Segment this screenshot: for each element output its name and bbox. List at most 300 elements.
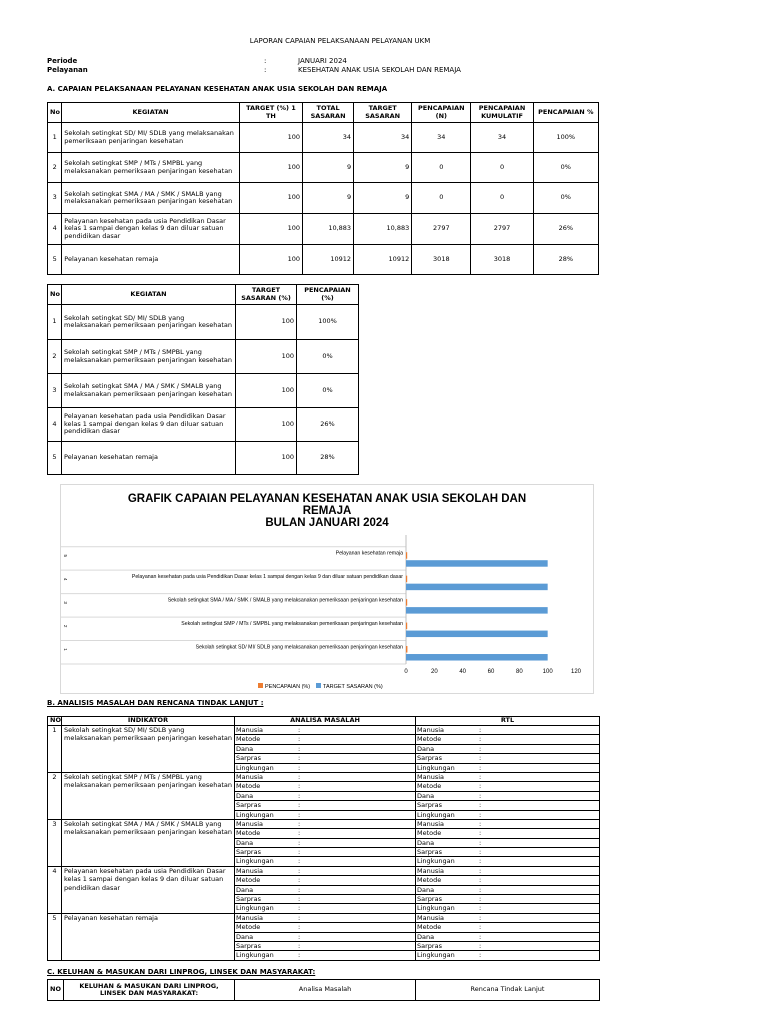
rtl-item	[416, 754, 599, 763]
rtl-item	[416, 895, 599, 904]
item-separator: :	[479, 735, 482, 744]
item-separator: :	[298, 951, 301, 960]
item-label: Metode	[417, 923, 442, 932]
table-row	[48, 183, 599, 214]
row-target-sasaran: 9	[354, 153, 412, 183]
item-label: Manusia	[236, 772, 264, 781]
item-label: Sarpras	[417, 754, 442, 763]
item-separator: :	[298, 941, 301, 950]
item-separator: :	[479, 754, 482, 763]
bar-target-sasaran	[406, 607, 548, 614]
row-target: 100	[239, 214, 302, 245]
row-kegiatan: Pelayanan kesehatan pada usia Pendidikan Dasar kelas 1 sampai dengan kelas 9 dan diluar satuan pendidikan dasar	[62, 214, 240, 245]
section-b-heading: B. ANALISIS MASALAH DAN RENCANA TINDAK LANJUT :	[47, 699, 264, 707]
analisa-cell	[235, 726, 416, 773]
item-separator: :	[298, 726, 301, 734]
item-label: Lingkungan	[417, 810, 455, 819]
row-target-sasaran: 34	[354, 123, 412, 153]
pelayanan-label: Pelayanan	[47, 66, 88, 74]
analisa-item	[235, 811, 415, 819]
item-separator: :	[298, 829, 301, 838]
row-pencapaian: 100%	[297, 305, 359, 340]
item-label: Metode	[236, 735, 261, 744]
rtl-item	[416, 848, 599, 857]
analisa-item	[235, 782, 415, 791]
item-separator: :	[298, 791, 301, 800]
item-label: Manusia	[417, 819, 445, 828]
analisa-item	[235, 773, 415, 782]
category-number: 2	[63, 624, 68, 628]
item-separator: :	[298, 772, 301, 781]
item-separator: :	[479, 923, 482, 932]
bar-pencapaian	[406, 646, 407, 653]
row-target: 100	[236, 305, 297, 340]
col-pencapaian: PENCAPAIAN (%)	[297, 285, 359, 305]
item-separator: :	[479, 763, 482, 772]
rtl-item	[416, 773, 599, 782]
row-kumulatif: 34	[471, 123, 533, 153]
analisa-item	[235, 754, 415, 763]
table-row	[48, 442, 359, 475]
row-kegiatan: Sekolah setingkat SMP / MTs / SMPBL yang melaksanakan pemeriksaan penjaringan kesehatan	[62, 340, 236, 374]
analisa-item	[235, 820, 415, 829]
analisa-item	[235, 792, 415, 801]
table-row	[48, 726, 600, 773]
rtl-item	[416, 923, 599, 932]
item-label: Dana	[417, 791, 435, 800]
item-label: Lingkungan	[417, 763, 455, 772]
bar-target-sasaran	[406, 654, 548, 661]
analisa-item	[235, 839, 415, 848]
item-separator: :	[298, 866, 301, 875]
row-kegiatan: Sekolah setingkat SMA / MA / SMK / SMALB yang melaksanakan pemeriksaan penjaringan kesehatan	[62, 374, 236, 408]
col-pencapaian-persen: PENCAPAIAN %	[533, 103, 598, 123]
row-no: 4	[48, 408, 62, 442]
table-row	[48, 866, 600, 913]
rtl-item	[416, 820, 599, 829]
category-number: 1	[63, 648, 68, 651]
item-label: Lingkungan	[417, 904, 455, 913]
target-pencapaian-table	[47, 284, 359, 475]
analisa-item	[235, 848, 415, 857]
item-label: Sarpras	[417, 895, 442, 904]
item-label: Metode	[417, 876, 442, 885]
item-label: Manusia	[417, 726, 445, 734]
analisa-item	[235, 735, 415, 744]
rtl-cell	[416, 866, 600, 913]
item-label: Sarpras	[236, 754, 261, 763]
item-label: Metode	[417, 735, 442, 744]
rtl-item	[416, 933, 599, 942]
rtl-item	[416, 811, 599, 819]
analisa-item	[235, 942, 415, 951]
item-separator: :	[479, 829, 482, 838]
item-separator: :	[298, 932, 301, 941]
table-row	[48, 374, 359, 408]
bar-pencapaian	[406, 623, 407, 630]
analisa-item	[235, 745, 415, 754]
item-separator: :	[298, 763, 301, 772]
item-separator: :	[479, 726, 482, 734]
analisa-item	[235, 764, 415, 772]
item-separator: :	[298, 913, 301, 922]
bar-target-sasaran	[406, 584, 548, 591]
x-tick-label: 80	[515, 669, 523, 675]
item-separator: :	[298, 895, 301, 904]
rtl-item	[416, 951, 599, 959]
x-tick-label: 100	[542, 669, 553, 675]
row-target: 100	[239, 153, 302, 183]
item-label: Lingkungan	[236, 857, 274, 866]
rtl-item	[416, 886, 599, 895]
item-label: Metode	[236, 782, 261, 791]
bar-pencapaian	[406, 552, 407, 559]
item-separator: :	[298, 810, 301, 819]
periode-separator: :	[264, 57, 267, 65]
row-indikator: Sekolah setingkat SMA / MA / SMK / SMALB yang melaksanakan pemeriksaan penjaringan kesehatan	[62, 819, 235, 866]
item-separator: :	[298, 848, 301, 857]
item-separator: :	[479, 904, 482, 913]
row-kumulatif: 0	[471, 183, 533, 214]
rtl-item	[416, 735, 599, 744]
item-label: Sarpras	[236, 801, 261, 810]
analisa-item	[235, 829, 415, 838]
category-number: 4	[63, 577, 68, 581]
row-target-sasaran: 9	[354, 183, 412, 214]
item-label: Sarpras	[417, 801, 442, 810]
keluhan-table	[47, 979, 600, 1001]
table-row	[48, 153, 599, 183]
row-pencapaian: 34	[412, 123, 471, 153]
x-tick-label: 60	[487, 669, 495, 675]
item-separator: :	[479, 866, 482, 875]
item-separator: :	[479, 848, 482, 857]
col-pencapaian-n: PENCAPAIAN (N)	[412, 103, 471, 123]
row-pencapaian: 0%	[297, 340, 359, 374]
row-target: 100	[239, 245, 302, 275]
item-separator: :	[479, 951, 482, 960]
rtl-cell	[416, 726, 600, 773]
capaian-chart	[60, 484, 594, 694]
row-target: 100	[239, 183, 302, 214]
item-label: Manusia	[236, 913, 264, 922]
rtl-item	[416, 829, 599, 838]
col-keluhan: KELUHAN & MASUKAN DARI LINPROG, LINSEK DAN MASYARAKAT:	[64, 980, 235, 1001]
row-indikator: Sekolah setingkat SMP / MTs / SMPBL yang melaksanakan pemeriksaan penjaringan kesehatan	[62, 772, 235, 819]
item-separator: :	[298, 838, 301, 847]
x-tick-label: 120	[570, 669, 582, 675]
row-no: 5	[48, 245, 62, 275]
item-label: Manusia	[417, 913, 445, 922]
row-pencapaian: 28%	[297, 442, 359, 475]
item-separator: :	[479, 857, 482, 866]
row-target: 100	[236, 442, 297, 475]
capaian-table	[47, 102, 599, 275]
row-target: 100	[236, 340, 297, 374]
col-no: No	[48, 103, 62, 123]
item-separator: :	[479, 744, 482, 753]
row-kegiatan: Pelayanan kesehatan remaja	[62, 442, 236, 475]
rtl-item	[416, 801, 599, 810]
analisa-cell	[235, 772, 416, 819]
analisis-table	[47, 716, 600, 961]
col-rencana-tindak-lanjut: Rencana Tindak Lanjut	[416, 980, 600, 1001]
chart-title-line-3: BULAN JANUARI 2024	[265, 517, 389, 529]
item-separator: :	[479, 876, 482, 885]
periode-value: JANUARI 2024	[298, 57, 347, 65]
item-separator: :	[298, 735, 301, 744]
item-label: Lingkungan	[236, 763, 274, 772]
row-total: 34	[303, 123, 354, 153]
rtl-item	[416, 914, 599, 923]
chart-title-line-2: REMAJA	[302, 505, 352, 517]
analisa-cell	[235, 913, 416, 960]
table-row	[48, 819, 600, 866]
legend-label: PENCAPAIAN (%)	[265, 684, 311, 690]
row-total: 10,883	[303, 214, 354, 245]
item-label: Lingkungan	[417, 857, 455, 866]
x-tick-label: 40	[459, 669, 467, 675]
row-indikator: Sekolah setingkat SD/ MI/ SDLB yang melaksanakan pemeriksaan penjaringan kesehatan	[62, 726, 235, 773]
item-label: Manusia	[417, 772, 445, 781]
item-separator: :	[298, 904, 301, 913]
row-no: 5	[48, 442, 62, 475]
col-analisa-masalah: ANALISA MASALAH	[235, 717, 416, 726]
row-target-sasaran: 10912	[354, 245, 412, 275]
col-no: No	[48, 285, 62, 305]
item-label: Lingkungan	[236, 951, 274, 960]
rtl-item	[416, 857, 599, 865]
analisa-item	[235, 801, 415, 810]
row-no: 2	[48, 340, 62, 374]
rtl-cell	[416, 772, 600, 819]
analisa-item	[235, 726, 415, 735]
category-label: Pelayanan kesehatan remaja	[335, 550, 403, 557]
legend-swatch	[316, 683, 321, 688]
col-no: NO	[48, 717, 62, 726]
item-label: Sarpras	[417, 941, 442, 950]
row-no: 3	[48, 374, 62, 408]
bar-pencapaian	[406, 576, 407, 583]
col-kegiatan: KEGIATAN	[62, 285, 236, 305]
row-kegiatan: Sekolah setingkat SMP / MTs / SMPBL yang melaksanakan pemeriksaan penjaringan kesehatan	[62, 153, 240, 183]
item-separator: :	[298, 754, 301, 763]
rtl-item	[416, 876, 599, 885]
col-target-sasaran: TARGET SASARAN	[354, 103, 412, 123]
item-separator: :	[479, 801, 482, 810]
row-no: 3	[48, 183, 62, 214]
item-label: Sarpras	[236, 848, 261, 857]
analisa-item	[235, 904, 415, 912]
item-separator: :	[298, 923, 301, 932]
row-no: 1	[48, 726, 62, 773]
item-label: Metode	[417, 829, 442, 838]
table-row	[48, 340, 359, 374]
row-target-sasaran: 10,883	[354, 214, 412, 245]
row-persen: 0%	[533, 183, 598, 214]
row-persen: 26%	[533, 214, 598, 245]
item-separator: :	[298, 801, 301, 810]
row-target: 100	[239, 123, 302, 153]
item-label: Dana	[236, 885, 254, 894]
report-title: LAPORAN CAPAIAN PELAKSANAAN PELAYANAN UKM	[249, 37, 431, 45]
item-separator: :	[479, 819, 482, 828]
col-no: NO	[48, 980, 64, 1001]
section-c-heading: C. KELUHAN & MASUKAN DARI LINPROG, LINSEK DAN MASYARAKAT:	[47, 968, 316, 976]
item-separator: :	[479, 791, 482, 800]
item-separator: :	[479, 810, 482, 819]
rtl-item	[416, 764, 599, 772]
col-rtl: RTL	[416, 717, 600, 726]
item-separator: :	[479, 895, 482, 904]
row-no: 3	[48, 819, 62, 866]
row-total: 10912	[303, 245, 354, 275]
category-label: Pelayanan kesehatan pada usia Pendidikan Dasar kelas 1 sampai dengan kelas 9 dan diluar satuan pendidikan dasar	[131, 573, 403, 580]
item-label: Dana	[417, 744, 435, 753]
item-separator: :	[479, 772, 482, 781]
col-total-sasaran: TOTAL SASARAN	[303, 103, 354, 123]
pelayanan-value: KESEHATAN ANAK USIA SEKOLAH DAN REMAJA	[298, 66, 461, 74]
analisa-item	[235, 933, 415, 942]
item-label: Manusia	[236, 866, 264, 875]
item-label: Lingkungan	[236, 810, 274, 819]
analisa-item	[235, 951, 415, 959]
row-kegiatan: Pelayanan kesehatan remaja	[62, 245, 240, 275]
periode-label: Periode	[47, 57, 78, 65]
row-persen: 28%	[533, 245, 598, 275]
row-no: 5	[48, 913, 62, 960]
category-label: Sekolah setingkat SMP / MTs / SMPBL yang melaksanakan pemeriksaan penjaringan kesehatan	[181, 620, 403, 627]
col-kegiatan: KEGIATAN	[62, 103, 240, 123]
analisa-cell	[235, 866, 416, 913]
row-target: 100	[236, 374, 297, 408]
rtl-item	[416, 942, 599, 951]
section-a-heading: A. CAPAIAN PELAKSANAAN PELAYANAN KESEHATAN ANAK USIA SEKOLAH DAN REMAJA	[47, 85, 388, 93]
item-label: Metode	[236, 876, 261, 885]
row-indikator: Pelayanan kesehatan pada usia Pendidikan Dasar kelas 1 sampai dengan kelas 9 dan diluar satuan pendidikan dasar	[62, 866, 235, 913]
pelayanan-separator: :	[264, 66, 267, 74]
row-total: 9	[303, 183, 354, 214]
item-separator: :	[479, 782, 482, 791]
item-label: Sarpras	[417, 848, 442, 857]
table-row	[48, 245, 599, 275]
rtl-item	[416, 904, 599, 912]
bar-target-sasaran	[406, 560, 548, 567]
row-pencapaian: 3018	[412, 245, 471, 275]
rtl-item	[416, 867, 599, 876]
item-separator: :	[479, 885, 482, 894]
table-row	[48, 123, 599, 153]
category-label: Sekolah setingkat SD/ MI/ SDLB yang melaksanakan pemeriksaan penjaringan kesehatan	[195, 644, 403, 651]
row-pencapaian: 0	[412, 153, 471, 183]
row-kumulatif: 2797	[471, 214, 533, 245]
row-no: 2	[48, 153, 62, 183]
row-persen: 100%	[533, 123, 598, 153]
row-kegiatan: Sekolah setingkat SMA / MA / SMK / SMALB yang melaksanakan pemeriksaan penjaringan kesehatan	[62, 183, 240, 214]
legend-label: TARGET SASARAN (%)	[323, 684, 383, 690]
item-label: Lingkungan	[417, 951, 455, 960]
rtl-item	[416, 745, 599, 754]
item-separator: :	[298, 885, 301, 894]
category-number: 5	[63, 554, 68, 557]
item-label: Metode	[236, 829, 261, 838]
bar-pencapaian	[406, 599, 407, 606]
rtl-item	[416, 726, 599, 735]
analisa-item	[235, 886, 415, 895]
x-tick-label: 0	[404, 669, 408, 675]
analisa-item	[235, 895, 415, 904]
item-separator: :	[298, 857, 301, 866]
row-persen: 0%	[533, 153, 598, 183]
table-row	[48, 913, 600, 960]
col-target-sasaran: TARGET SASARAN (%)	[236, 285, 297, 305]
item-label: Dana	[236, 744, 254, 753]
analisa-cell	[235, 819, 416, 866]
rtl-item	[416, 839, 599, 848]
chart-title-line-1: GRAFIK CAPAIAN PELAYANAN KESEHATAN ANAK USIA SEKOLAH DAN	[127, 493, 527, 505]
item-separator: :	[479, 838, 482, 847]
x-tick-label: 20	[430, 669, 438, 675]
item-label: Metode	[417, 782, 442, 791]
item-label: Sarpras	[236, 941, 261, 950]
item-label: Dana	[236, 791, 254, 800]
legend-swatch	[258, 683, 263, 688]
table-row	[48, 305, 359, 340]
table-row	[48, 408, 359, 442]
row-no: 4	[48, 866, 62, 913]
analisa-item	[235, 857, 415, 865]
item-label: Dana	[417, 932, 435, 941]
row-pencapaian: 0%	[297, 374, 359, 408]
row-total: 9	[303, 153, 354, 183]
rtl-item	[416, 782, 599, 791]
row-kegiatan: Sekolah setingkat SD/ MI/ SDLB yang melaksanakan pemeriksaan penjaringan kesehatan	[62, 123, 240, 153]
row-kegiatan: Pelayanan kesehatan pada usia Pendidikan Dasar kelas 1 sampai dengan kelas 9 dan diluar satuan pendidikan dasar	[62, 408, 236, 442]
row-kumulatif: 3018	[471, 245, 533, 275]
row-pencapaian: 26%	[297, 408, 359, 442]
item-separator: :	[479, 932, 482, 941]
col-pencapaian-kumulatif: PENCAPAIAN KUMULATIF	[471, 103, 533, 123]
row-pencapaian: 0	[412, 183, 471, 214]
col-analisa-masalah: Analisa Masalah	[235, 980, 416, 1001]
row-kumulatif: 0	[471, 153, 533, 183]
row-no: 1	[48, 123, 62, 153]
rtl-item	[416, 792, 599, 801]
category-label: Sekolah setingkat SMA / MA / SMK / SMALB yang melaksanakan pemeriksaan penjaringan kesehatan	[167, 597, 403, 604]
item-label: Dana	[236, 932, 254, 941]
analisa-item	[235, 867, 415, 876]
analisa-item	[235, 914, 415, 923]
item-separator: :	[298, 819, 301, 828]
analisa-item	[235, 923, 415, 932]
table-row	[48, 772, 600, 819]
item-label: Manusia	[236, 726, 264, 734]
row-kegiatan: Sekolah setingkat SD/ MI/ SDLB yang melaksanakan pemeriksaan penjaringan kesehatan	[62, 305, 236, 340]
item-label: Metode	[236, 923, 261, 932]
item-separator: :	[479, 941, 482, 950]
item-separator: :	[298, 744, 301, 753]
rtl-cell	[416, 819, 600, 866]
row-target: 100	[236, 408, 297, 442]
item-label: Dana	[236, 838, 254, 847]
item-label: Dana	[417, 838, 435, 847]
item-separator: :	[298, 876, 301, 885]
item-label: Sarpras	[236, 895, 261, 904]
row-no: 4	[48, 214, 62, 245]
analisa-item	[235, 876, 415, 885]
item-label: Dana	[417, 885, 435, 894]
chart-plot	[61, 485, 593, 693]
